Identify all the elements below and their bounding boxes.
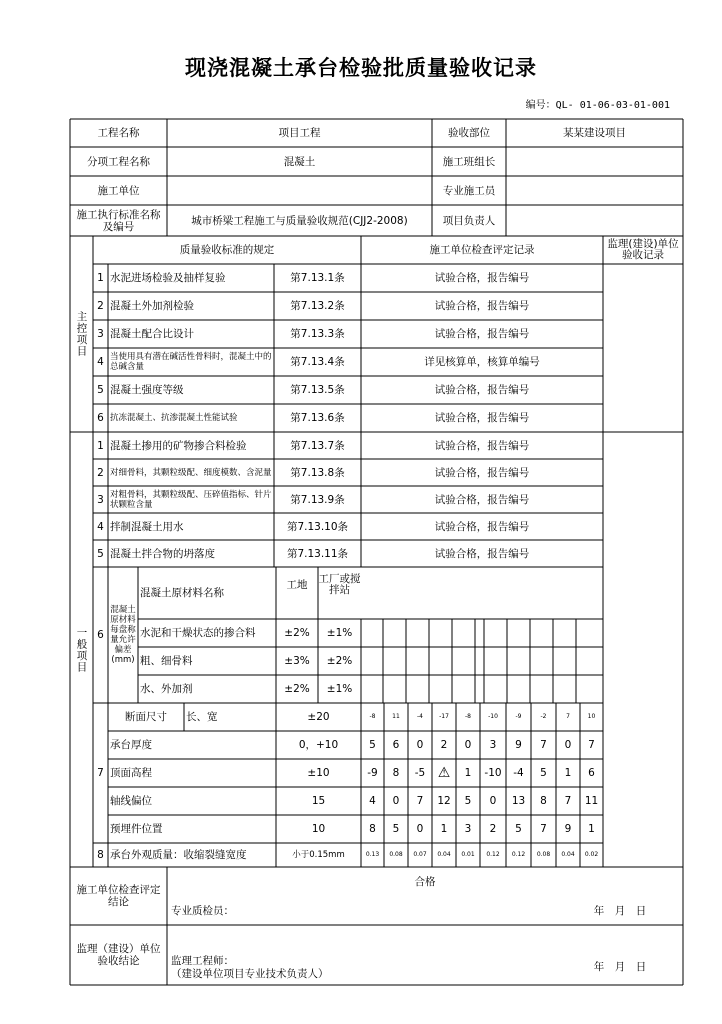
measure-value: -9 xyxy=(367,767,378,779)
measure-value: -8 xyxy=(465,713,471,720)
measure-value: 11 xyxy=(392,713,400,720)
item7-row-name: 轴线偏位 xyxy=(110,795,152,807)
item-name: 水泥进场检验及抽样复验 xyxy=(110,272,226,284)
record-header: 施工单位检查评定记录 xyxy=(429,244,535,256)
spec-header: 质量验收标准的规定 xyxy=(179,244,275,256)
construction-conclusion-label: 施工单位检查评定结论 xyxy=(76,884,161,908)
measure-value: 3 xyxy=(464,823,472,835)
measure-value: 8 xyxy=(540,795,547,807)
item-name: 对粗骨料，其颗粒级配、压碎值指标、针片状颗粒含量 xyxy=(110,489,272,510)
measure-value: 0 xyxy=(564,739,572,751)
form-code: 编号：QL- 01-06-03-01-001 xyxy=(525,100,670,111)
item6-site-header: 工地 xyxy=(286,579,308,591)
measure-value: -5 xyxy=(414,767,426,779)
item6-row-plant: ±1% xyxy=(326,683,353,695)
item-clause: 第7.13.9条 xyxy=(290,493,345,506)
measure-value: 11 xyxy=(584,795,599,807)
item7-no: 7 xyxy=(97,767,104,779)
item-clause: 第7.13.1条 xyxy=(290,272,345,284)
measure-value: 0 xyxy=(416,823,424,835)
team-leader-label: 施工班组长 xyxy=(442,155,496,168)
item-clause: 第7.13.11条 xyxy=(286,547,349,560)
item8-tolerance: 小于0.15mm xyxy=(292,850,345,860)
measure-value: 10 xyxy=(587,713,596,720)
conclusion-result: 合格 xyxy=(414,876,436,888)
item-name: 混凝土掺用的矿物掺合料检验 xyxy=(110,439,247,452)
measure-value: 0 xyxy=(392,795,400,807)
measure-value: 0 xyxy=(416,739,424,751)
conclusion-date: 年 月 日 xyxy=(593,905,647,917)
item-no: 3 xyxy=(97,328,104,340)
item6-row-site: ±2% xyxy=(284,683,310,695)
measure-value: 0.12 xyxy=(511,851,526,858)
item-result: 试验合格，报告编号 xyxy=(434,328,530,340)
item7-row-name: 预埋件位置 xyxy=(110,823,163,835)
measure-value: 1 xyxy=(564,767,572,779)
item-name: 拌制混凝土用水 xyxy=(110,520,184,533)
item7-row-tolerance: 10 xyxy=(311,823,326,835)
item-result: 试验合格，报告编号 xyxy=(434,547,530,560)
measure-value: -2 xyxy=(540,713,547,720)
measure-value: 6 xyxy=(588,767,595,779)
item7-row-name: 承台厚度 xyxy=(110,739,152,751)
site-engineer-label: 专业施工员 xyxy=(442,184,496,197)
item-result: 试验合格，报告编号 xyxy=(434,520,530,533)
main-control-label: 主控项目 xyxy=(75,311,88,357)
section-size-sub: 长、宽 xyxy=(186,711,218,723)
standard-value: 城市桥梁工程施工与质量验收规范(CJJ2-2008) xyxy=(191,214,408,227)
item7-row-tolerance: 15 xyxy=(311,795,326,807)
measure-value: 0.08 xyxy=(536,851,551,858)
project-name-label: 工程名称 xyxy=(97,127,140,139)
acceptance-part-label: 验收部位 xyxy=(448,127,490,139)
measure-value: 0.07 xyxy=(413,851,427,858)
measure-value: -9 xyxy=(515,713,522,720)
measure-value: 0.12 xyxy=(486,851,500,858)
item7-row-tolerance: 0，+10 xyxy=(298,739,339,751)
measure-value: 9 xyxy=(515,739,522,751)
measure-value: -4 xyxy=(513,767,524,779)
item-name: 抗冻混凝土、抗渗混凝土性能试验 xyxy=(110,413,238,423)
item-clause: 第7.13.7条 xyxy=(290,439,345,452)
item6-row-site: ±3% xyxy=(284,655,310,667)
acceptance-part-value: 某某建设项目 xyxy=(563,127,626,139)
measure-value: 5 xyxy=(515,823,522,835)
item-name: 混凝土拌合物的坍落度 xyxy=(110,547,215,560)
supervision-conclusion-label: 监理（建设）单位验收结论 xyxy=(76,943,161,967)
measure-value: 8 xyxy=(392,767,400,779)
item-name: 当使用具有潜在碱活性骨料时，混凝土中的总碱含量 xyxy=(110,352,272,372)
item-clause: 第7.13.6条 xyxy=(290,412,345,424)
measure-value: -10 xyxy=(488,713,498,720)
measure-value: 8 xyxy=(369,823,376,835)
general-items-label: 一般项目 xyxy=(75,626,88,673)
project-manager-label: 项目负责人 xyxy=(442,214,496,227)
subproject-value: 混凝土 xyxy=(283,155,316,168)
item-result: 试验合格，报告编号 xyxy=(434,439,530,452)
item-clause: 第7.13.3条 xyxy=(290,328,345,340)
measure-value: 7 xyxy=(566,713,570,720)
item6-row-plant: ±2% xyxy=(326,655,353,667)
item-no: 2 xyxy=(97,300,104,312)
item6-row-name: 水、外加剂 xyxy=(140,683,193,695)
measure-value: 0 xyxy=(464,739,472,751)
item-no: 3 xyxy=(97,493,104,506)
measure-value: 4 xyxy=(369,795,376,807)
quality-inspector: 专业质检员： xyxy=(171,905,234,917)
measure-value: 13 xyxy=(511,795,526,807)
measure-value: 0.04 xyxy=(561,851,575,858)
measure-value: 7 xyxy=(540,739,547,751)
item-no: 5 xyxy=(97,547,104,560)
item-clause: 第7.13.10条 xyxy=(286,520,349,533)
item6-row-name: 水泥和干燥状态的掺合料 xyxy=(140,627,256,639)
item-result: 详见核算单，核算单编号 xyxy=(424,356,540,368)
measure-value: 0.13 xyxy=(365,851,380,858)
construction-unit-label: 施工单位 xyxy=(97,184,140,197)
item-result: 试验合格，报告编号 xyxy=(434,384,530,396)
standard-label: 施工执行标准名称及编号 xyxy=(76,208,161,233)
item-result: 试验合格，报告编号 xyxy=(434,412,530,424)
item-clause: 第7.13.5条 xyxy=(290,384,345,396)
section-size-label: 断面尺寸 xyxy=(125,711,167,723)
measure-value: 5 xyxy=(369,739,376,751)
measure-value: 7 xyxy=(588,739,595,751)
supervisor-header: 监理(建设)单位验收记录 xyxy=(607,238,679,261)
measure-value: 5 xyxy=(464,795,472,807)
item7-row-name: 顶面高程 xyxy=(110,767,152,779)
item6-name-header: 混凝土原材料名称 xyxy=(140,587,224,599)
item-name: 混凝土配合比设计 xyxy=(110,328,194,340)
item6-group-label: 混凝土原材料每盘称量允许偏差(mm) xyxy=(110,605,136,665)
item6-no: 6 xyxy=(97,629,104,641)
item-no: 1 xyxy=(97,439,104,452)
subproject-label: 分项工程名称 xyxy=(87,155,150,168)
item-no: 2 xyxy=(97,466,104,479)
item-no: 5 xyxy=(97,384,104,396)
measure-value: 6 xyxy=(392,739,400,751)
project-name-value: 项目工程 xyxy=(278,127,321,139)
measure-value: -10 xyxy=(484,767,502,779)
measure-value: -4 xyxy=(417,713,423,720)
item-no: 4 xyxy=(97,520,104,533)
measure-value: 3 xyxy=(489,739,497,751)
item-name: 对细骨料，其颗粒级配、细度模数、含泥量 xyxy=(110,467,272,478)
measure-value: 7 xyxy=(540,823,547,835)
item8-no: 8 xyxy=(97,849,104,861)
measure-value: 12 xyxy=(437,795,451,807)
item6-row-name: 粗、细骨料 xyxy=(140,655,193,667)
item-name: 混凝土外加剂检验 xyxy=(110,300,194,312)
measure-value: 0.02 xyxy=(584,851,599,858)
supervision-date: 年 月 日 xyxy=(593,961,647,973)
item-result: 试验合格，报告编号 xyxy=(434,272,530,284)
measure-value: 7 xyxy=(564,795,572,807)
item6-plant-header: 工厂或搅拌站 xyxy=(318,573,361,596)
item-result: 试验合格，报告编号 xyxy=(434,466,530,479)
measure-value: 0 xyxy=(489,795,497,807)
measure-value: -17 xyxy=(439,713,449,720)
warning-icon: ⚠ xyxy=(437,765,451,781)
measure-value: 2 xyxy=(489,823,497,835)
measure-value: 0.01 xyxy=(461,851,475,858)
supervision-engineer-sub: （建设单位项目专业技术负责人） xyxy=(171,968,329,980)
measure-value: -8 xyxy=(369,713,376,720)
measure-value: 0.04 xyxy=(437,851,451,858)
item-no: 4 xyxy=(97,356,104,368)
item-clause: 第7.13.2条 xyxy=(290,300,345,312)
page-title: 现浇混凝土承台检验批质量验收记录 xyxy=(185,56,537,80)
item-no: 1 xyxy=(97,272,104,284)
item-clause: 第7.13.4条 xyxy=(290,356,345,368)
measure-value: 0.08 xyxy=(389,851,403,858)
item-clause: 第7.13.8条 xyxy=(290,466,345,479)
section-size-tolerance: ±20 xyxy=(307,711,330,723)
measure-value: 7 xyxy=(416,795,424,807)
measure-value: 1 xyxy=(464,767,472,779)
item-no: 6 xyxy=(97,412,104,424)
measure-value: 9 xyxy=(564,823,572,835)
item-name: 混凝土强度等级 xyxy=(110,384,184,396)
measure-value: 1 xyxy=(440,823,448,835)
item7-row-tolerance: ±10 xyxy=(307,767,330,779)
item6-row-plant: ±1% xyxy=(326,627,353,639)
measure-value: 2 xyxy=(440,739,448,751)
item6-row-site: ±2% xyxy=(284,627,310,639)
measure-value: 5 xyxy=(540,767,547,779)
item8-name: 承台外观质量：收缩裂缝宽度 xyxy=(110,849,247,861)
item-result: 试验合格，报告编号 xyxy=(434,493,530,506)
supervision-engineer: 监理工程师： xyxy=(171,955,234,967)
measure-value: 1 xyxy=(588,823,595,835)
measure-value: 5 xyxy=(392,823,400,835)
item-result: 试验合格，报告编号 xyxy=(434,300,530,312)
